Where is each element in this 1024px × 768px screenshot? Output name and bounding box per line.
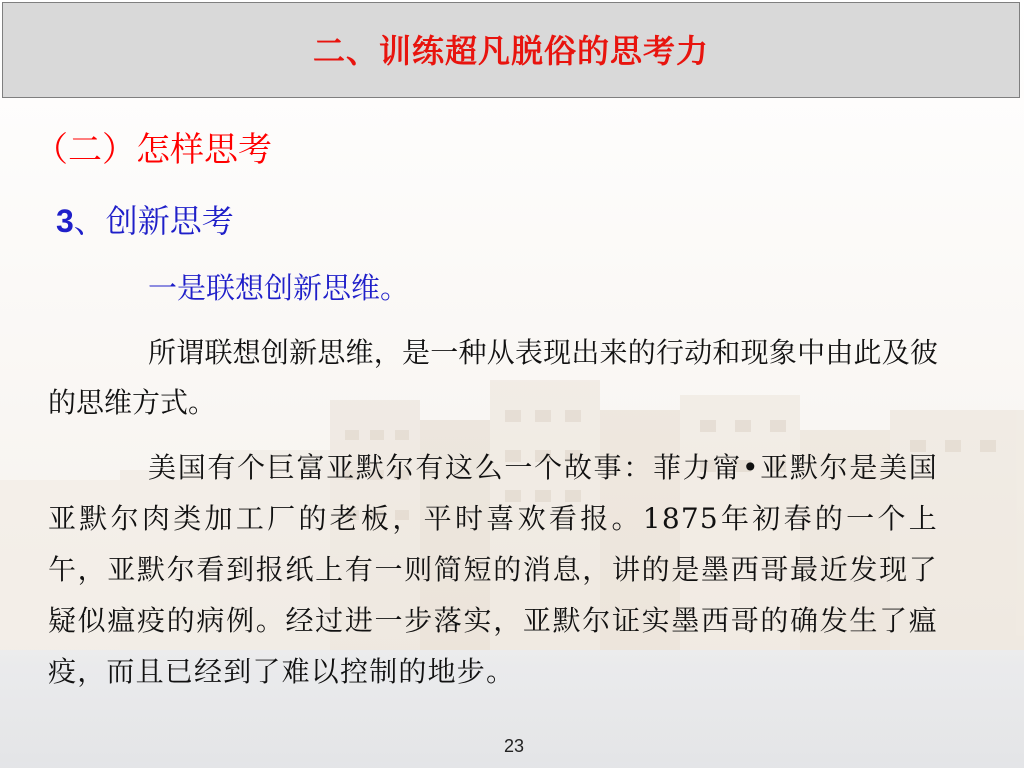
story-paragraph: 美国有个巨富亚默尔有这么一个故事：菲力甯•亚默尔是美国亚默尔肉类加工厂的老板，平时喜欢看报。1875年初春的一个上午，亚默尔看到报纸上有一则简短的消息，讲的是墨西哥最近发现了疑似瘟疫的病例。经过进一步落实，亚默尔证实墨西哥的确发生了瘟疫，而且已经到了难以控制的地步。	[48, 451, 938, 688]
subsection-number: 3	[56, 203, 74, 239]
section-heading: （二）怎样思考	[34, 130, 272, 170]
slide-title: 二、训练超凡脱俗的思考力	[312, 32, 709, 70]
point-heading: 一是联想创新思维。	[148, 271, 410, 305]
subsection-heading-text: 、创新思考	[73, 202, 234, 240]
title-bar	[2, 2, 1020, 98]
subsection-heading	[56, 196, 234, 242]
definition-paragraph: 所谓联想创新思维，是一种从表现出来的行动和现象中由此及彼的思维方式。	[48, 336, 938, 419]
page-number: 23	[503, 736, 525, 756]
